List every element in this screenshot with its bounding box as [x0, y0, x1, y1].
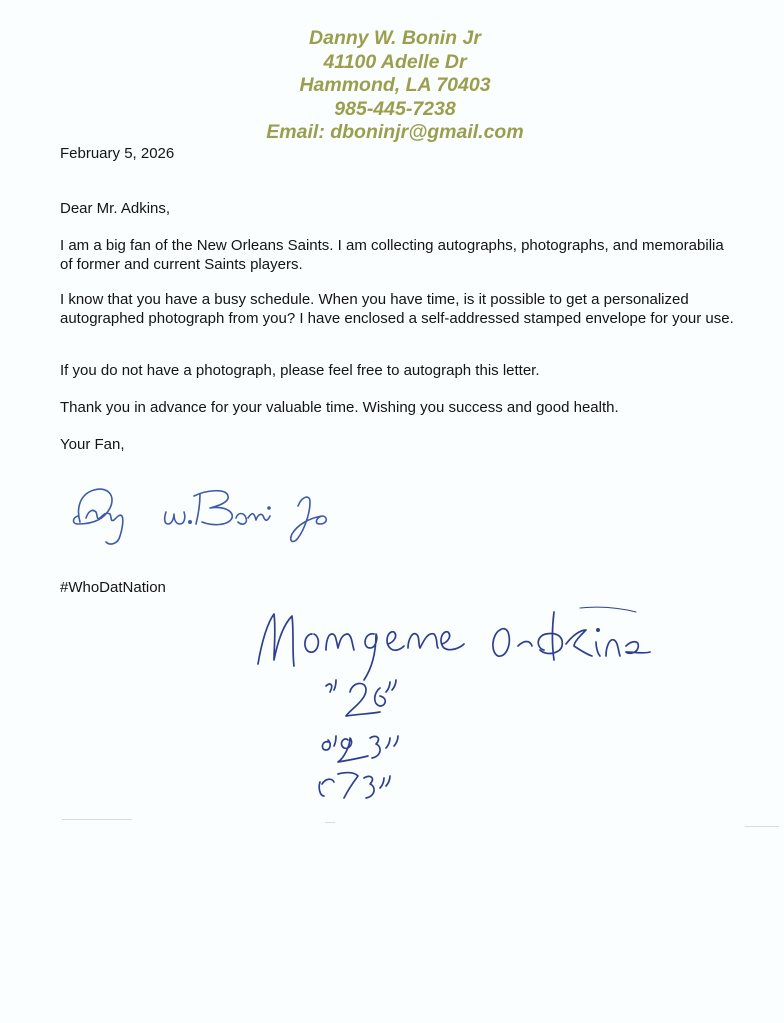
scan-artifact	[745, 826, 779, 827]
sender-signature	[66, 478, 386, 558]
salutation: Dear Mr. Adkins,	[60, 200, 171, 217]
sender-email: Email: dboninjr@gmail.com	[266, 121, 524, 143]
recipient-autograph	[240, 600, 710, 810]
recipient-autograph-ink	[240, 600, 710, 810]
hashtag: #WhoDatNation	[60, 579, 166, 596]
paragraph-1: I am a big fan of the New Orleans Saints. I am collecting autographs, photographs, and memorabilia of former and current Saints players.	[60, 237, 724, 273]
paragraph-2: I know that you have a busy schedule. When you have time, is it possible to get a personalized autographed photograph from you? I have enclosed a self-addressed stamped envelope for your use.	[60, 291, 734, 327]
sender-street: 41100 Adelle Dr	[323, 50, 467, 73]
closing: Your Fan,	[60, 436, 125, 453]
scan-artifact	[325, 822, 335, 823]
sender-phone: 985-445-7238	[334, 97, 456, 120]
letter-date: February 5, 2026	[60, 145, 175, 162]
scan-artifact	[62, 819, 132, 820]
paragraph-4: Thank you in advance for your valuable time. Wishing you success and good health.	[60, 399, 619, 416]
letterhead	[0, 27, 784, 145]
paragraph-3: If you do not have a photograph, please feel free to autograph this letter.	[60, 362, 540, 379]
sender-city-state-zip: Hammond, LA 70403	[299, 74, 491, 96]
sender-name: Danny W. Bonin Jr	[309, 27, 481, 49]
